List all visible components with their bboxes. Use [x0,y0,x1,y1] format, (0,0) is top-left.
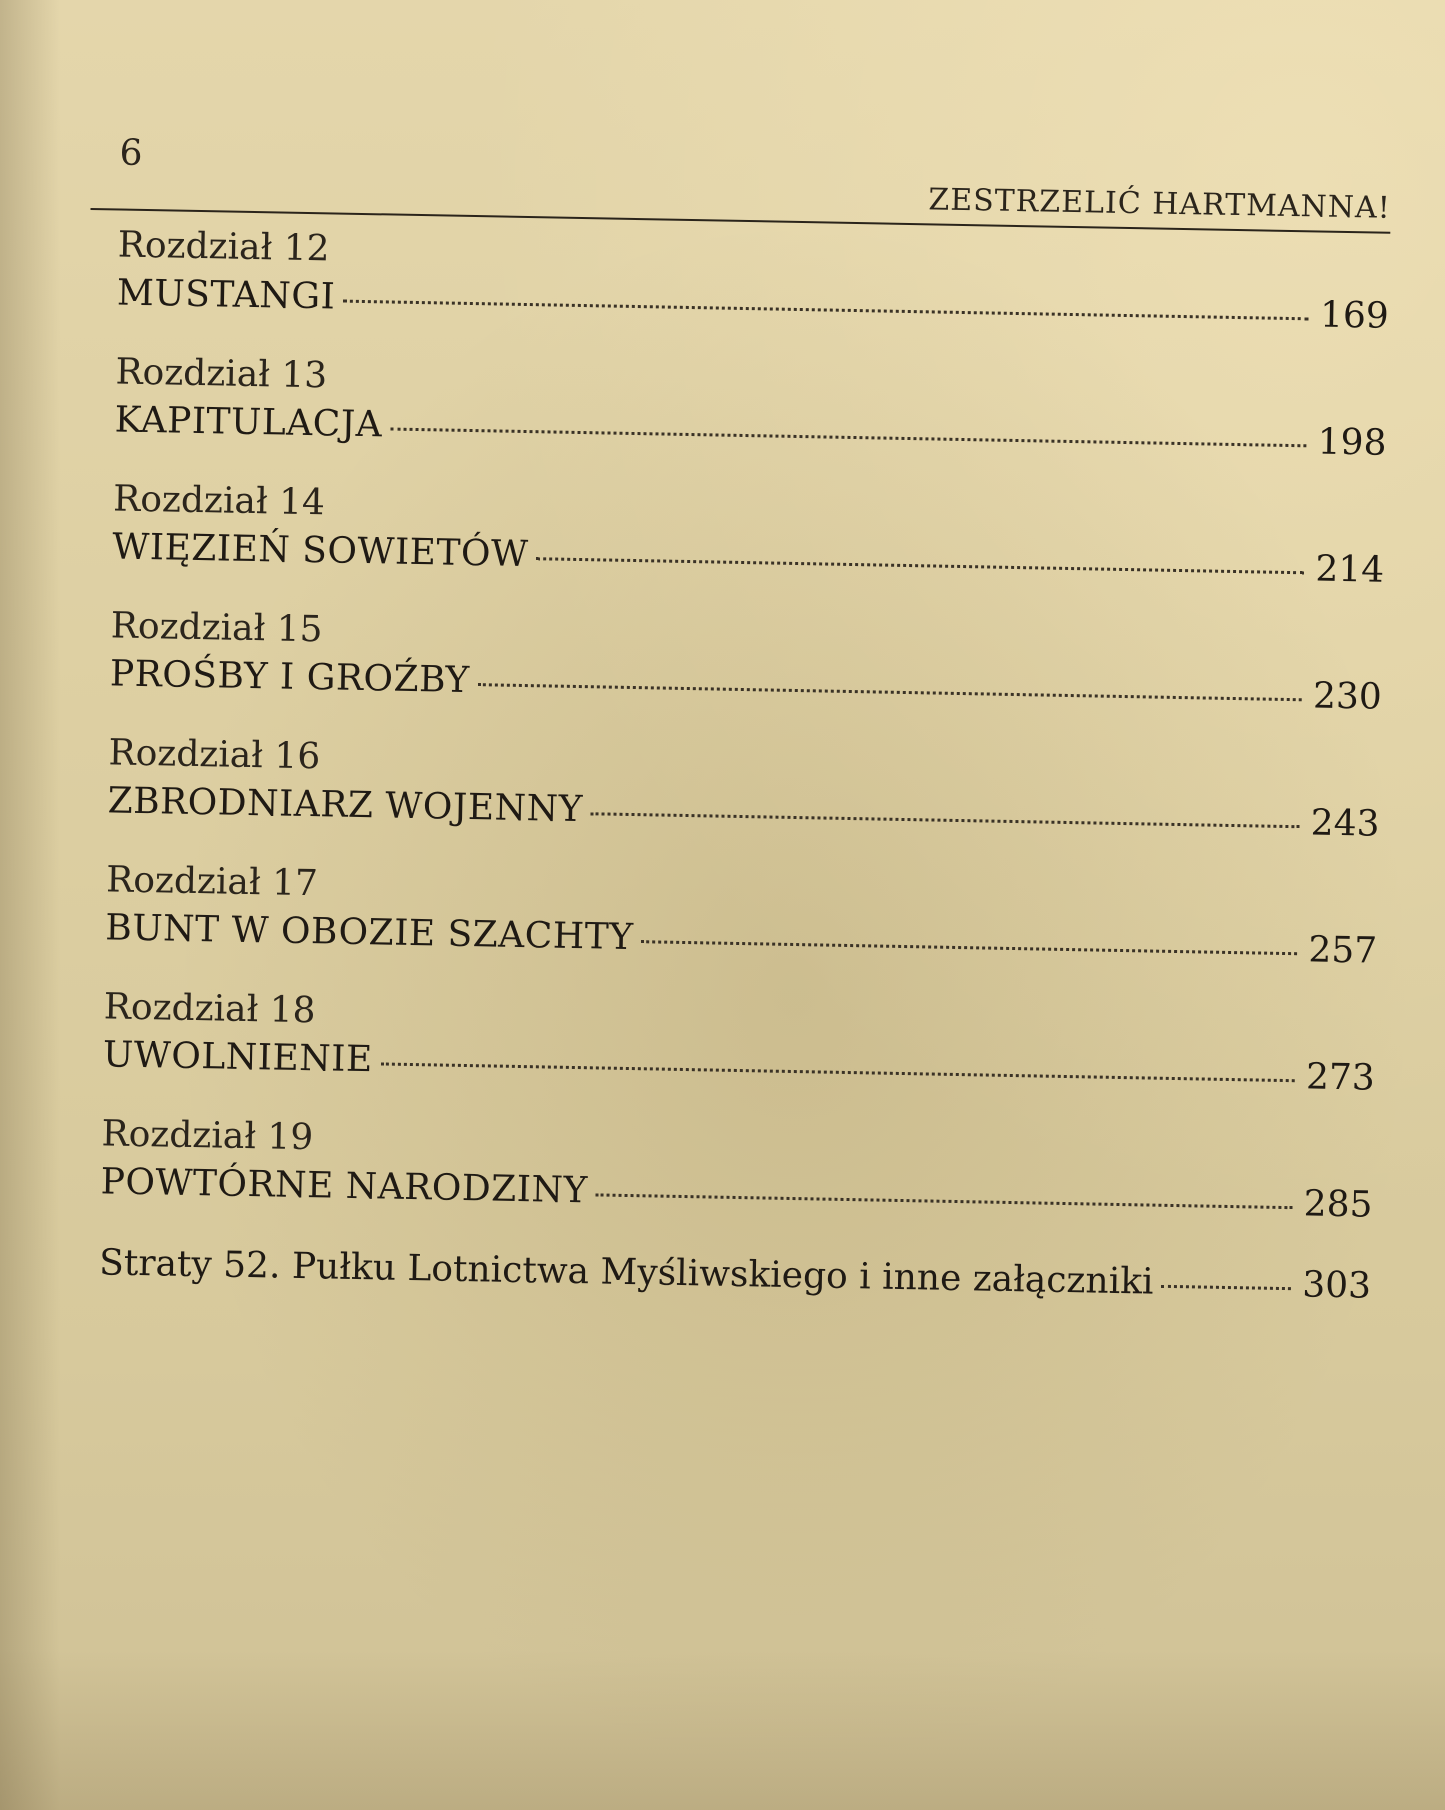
toc-title-line [114,399,1387,463]
page-reference: 285 [1303,1183,1373,1226]
dot-leader [1161,1285,1291,1290]
dot-leader [596,1193,1293,1209]
toc-title-line [107,780,1380,844]
chapter-label: Rozdział 17 [105,859,319,905]
chapter-title: ZBRODNIARZ WOJENNY [107,780,584,831]
chapter-title: KAPITULACJA [114,399,383,446]
dot-leader [478,683,1302,701]
page-reference: 243 [1310,802,1380,845]
dot-leader [343,300,1309,321]
chapter-title: POWTÓRNE NARODZINY [100,1161,589,1212]
page-reference: 303 [1301,1264,1372,1307]
toc-entry [100,1099,1374,1249]
toc-title-line [103,1034,1376,1098]
chapter-label: Rozdział 18 [103,986,316,1032]
toc-entry [114,337,1388,487]
toc-entry-appendix [98,1232,1371,1325]
table-of-contents [70,210,1390,1326]
toc-title-line [105,907,1378,971]
page-content [70,128,1391,1326]
page-reference: 273 [1305,1056,1376,1099]
toc-title-line [110,653,1383,717]
page-reference: 214 [1315,548,1385,591]
chapter-title: PROŚBY I GROŹBY [109,653,471,702]
book-title: ZESTRZELIĆ HARTMANNA! [928,182,1392,226]
page-reference: 230 [1312,675,1383,718]
chapter-label: Rozdział 19 [101,1113,314,1159]
dot-leader [381,1062,1295,1082]
chapter-label: Rozdział 12 [117,224,330,270]
toc-entry [109,591,1383,741]
toc-entry [102,972,1376,1122]
toc-entry [105,845,1379,995]
page-reference: 198 [1317,421,1387,464]
toc-entry [116,210,1390,360]
page-number: 6 [119,132,143,174]
toc-title-line [112,526,1385,590]
chapter-title: BUNT W OBOZIE SZACHTY [104,907,634,959]
chapter-title: UWOLNIENIE [102,1034,374,1081]
dot-leader [390,428,1306,448]
chapter-label: Rozdział 14 [112,478,326,524]
dot-leader [641,940,1297,955]
dot-leader [536,557,1304,574]
chapter-label: Rozdział 15 [110,605,323,651]
page-reference: 169 [1319,294,1390,337]
toc-entry [107,718,1381,868]
appendix-title: Straty 52. Pułku Lotnictwa Myśliwskiego i inne załączniki [98,1242,1154,1303]
toc-title-line [100,1161,1373,1225]
dot-leader [591,812,1300,828]
toc-title-line [99,1242,1372,1306]
chapter-label: Rozdział 13 [115,351,328,397]
toc-title-line [117,272,1390,336]
page-reference: 257 [1308,929,1378,972]
chapter-title: WIĘZIEŃ SOWIETÓW [111,526,529,576]
chapter-label: Rozdział 16 [108,732,321,778]
chapter-title: MUSTANGI [116,272,336,318]
toc-entry [112,464,1386,614]
